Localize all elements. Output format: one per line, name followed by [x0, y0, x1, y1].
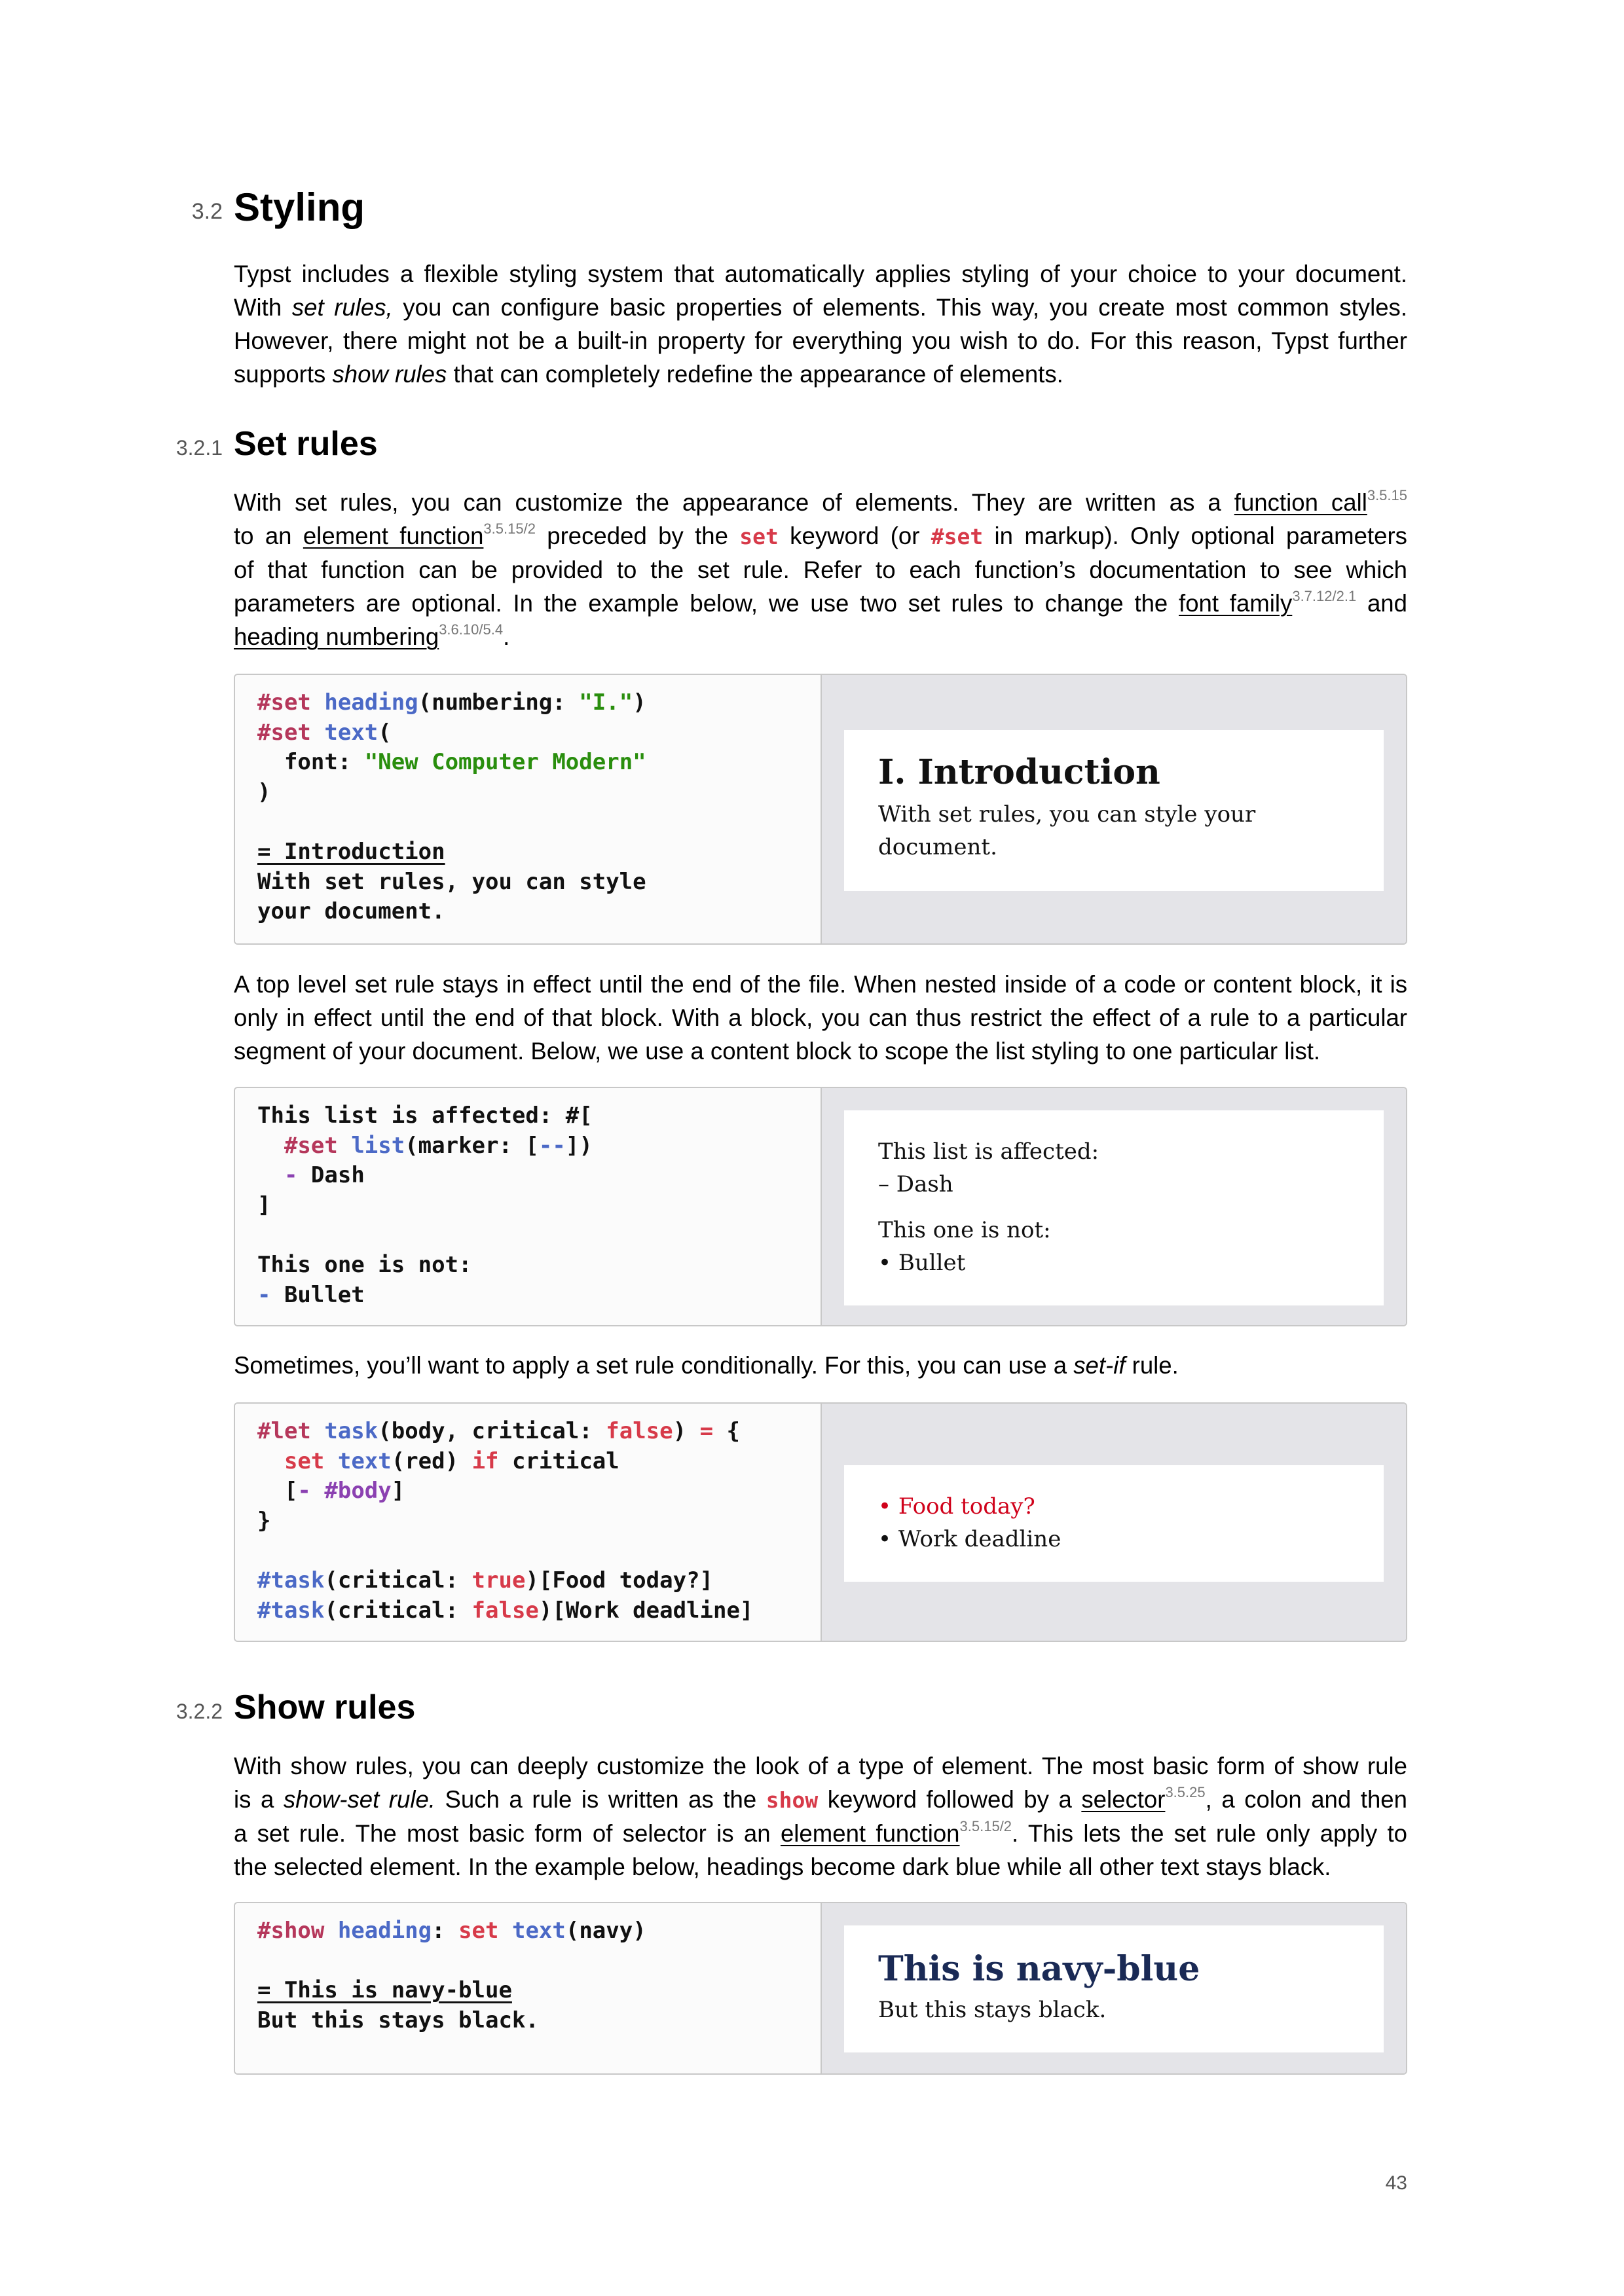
code-line: }	[257, 1507, 271, 1534]
show-rules-paragraph-1	[234, 1749, 1407, 1884]
code-line: font: "New Computer Modern"	[257, 749, 646, 776]
intro-paragraph	[234, 257, 1407, 391]
emphasis: show rules	[332, 361, 447, 388]
preview-line: This one is not:	[878, 1217, 1051, 1243]
section-number: 3.2	[191, 199, 223, 224]
text-line: parameters are optional. In the example below, we use two set rules to change the font family$^{3.7.12/2.1}$ and	[234, 588, 1407, 617]
code-line: #task(critical: true)[Food today?]	[257, 1567, 713, 1594]
preview-page	[844, 730, 1384, 891]
preview-list-item: – Dash	[878, 1171, 953, 1197]
code-line: = Introduction	[257, 838, 445, 865]
subsection-title: Set rules	[234, 425, 378, 463]
code-line: [- #body]	[257, 1478, 405, 1504]
code-line: your document.	[257, 898, 445, 925]
preview-list-item: • Bullet	[878, 1250, 966, 1276]
text-line: segment of your document. Below, we use a content block to scope the list styling to one particular list.	[234, 1038, 1321, 1065]
set-rules-paragraph-3	[234, 1349, 1407, 1382]
preview-line: With set rules, you can style your	[878, 801, 1256, 828]
text-line: With show rules, you can deeply customize the look of a type of element. The most basic form of show rule	[234, 1753, 1407, 1779]
subsection-title: Show rules	[234, 1688, 416, 1726]
text-line: supports show rules that can completely redefine the appearance of elements.	[234, 361, 1063, 388]
text-line: Typst includes a flexible styling system that automatically applies styling of your choice to your document.	[234, 261, 1407, 287]
code-line: - Bullet	[257, 1281, 365, 1308]
emphasis: set rules,	[291, 294, 393, 321]
preview-page	[844, 1110, 1384, 1305]
reference-number: 3.6.10/5.4	[439, 621, 504, 638]
inline-keyword: set	[739, 524, 779, 549]
code-line: #task(critical: false)[Work deadline]	[257, 1597, 754, 1624]
code-line: #set list(marker: [--])	[284, 1132, 593, 1159]
code-line: This list is affected: #[	[257, 1102, 593, 1129]
text-line: Sometimes, you’ll want to apply a set rule conditionally. For this, you can use a set-if rule.	[234, 1352, 1179, 1379]
preview-page	[844, 1465, 1384, 1582]
inline-keyword: #set	[931, 524, 984, 549]
text-line: With set rules, you can configure basic properties of elements. This way, you create most common styles.	[234, 294, 1408, 321]
code-line	[257, 807, 821, 837]
code-line: set text(red) if critical	[284, 1448, 619, 1474]
code-line	[257, 1946, 821, 1977]
code-line: )	[257, 778, 271, 805]
text-line: A top level set rule stays in effect until the end of the file. When nested inside of a code or content block, it is	[234, 971, 1407, 998]
text-line: to an element function$^{3.5.15/2}$ preceded by the set keyword (or #set in markup). Only optional parameters	[234, 520, 1407, 549]
reference-number: 3.5.15/2	[959, 1818, 1012, 1834]
inline-keyword: show	[766, 1787, 819, 1813]
preview-line: This list is affected:	[878, 1139, 1099, 1165]
page-number: 43	[1385, 2172, 1407, 2194]
code-line: #show heading: set text(navy)	[257, 1918, 646, 1944]
reference-link[interactable]: function call	[1234, 489, 1367, 516]
reference-link[interactable]: element function	[780, 1820, 960, 1847]
code-block	[235, 1088, 822, 1325]
preview-line: document.	[878, 834, 997, 860]
emphasis: show-set rule.	[283, 1786, 435, 1813]
reference-number: 3.5.15/2	[483, 520, 536, 537]
code-line	[257, 1220, 821, 1250]
example-show-set	[234, 1902, 1407, 2075]
preview-pane	[822, 1903, 1406, 2073]
reference-link[interactable]: selector	[1081, 1786, 1166, 1813]
emphasis: set-if	[1073, 1352, 1126, 1379]
reference-link[interactable]: element function	[303, 522, 484, 549]
code-block	[235, 675, 822, 943]
text-line: is a show-set rule. Such a rule is written as the show keyword followed by a selector$^{3.5.25}$, a colon and then	[234, 1784, 1407, 1813]
subsection-number: 3.2.2	[175, 1700, 223, 1723]
text-line: the selected element. In the example below, headings become dark blue while all other text stays black.	[234, 1853, 1331, 1880]
code-line: ]	[257, 1192, 271, 1218]
preview-heading-navy: This is navy-blue	[878, 1949, 1200, 1989]
reference-link[interactable]: heading numbering	[234, 623, 439, 650]
set-rules-paragraph-2	[234, 968, 1407, 1068]
reference-number: 3.7.12/2.1	[1292, 588, 1357, 604]
section-title: Styling	[234, 185, 365, 229]
set-rules-paragraph-1	[234, 486, 1407, 653]
code-line: #let task(body, critical: false) = {	[257, 1418, 740, 1444]
code-block	[235, 1903, 822, 2073]
example-scoped-list	[234, 1087, 1407, 1326]
code-line: But this stays black.	[257, 2007, 539, 2033]
preview-list-item-critical: • Food today?	[878, 1493, 1035, 1520]
code-line: This one is not:	[257, 1251, 472, 1278]
reference-number: 3.5.25	[1165, 1784, 1206, 1800]
text-line: However, there might not be a built-in property for everything you wish to do. For this reason, Typst further	[234, 327, 1407, 354]
code-line: = This is navy-blue	[257, 1977, 512, 2004]
preview-pane	[822, 675, 1406, 943]
example-set-if	[234, 1402, 1407, 1642]
code-block	[235, 1404, 822, 1641]
text-line: a set rule. The most basic form of selector is an element function$^{3.5.15/2}$. This lets the set rule only apply to	[234, 1818, 1407, 1847]
preview-heading: I. Introduction	[878, 752, 1160, 792]
code-line	[257, 1536, 821, 1566]
reference-link[interactable]: font family	[1179, 590, 1293, 617]
preview-page	[844, 1925, 1384, 2052]
reference-number: 3.5.15	[1367, 487, 1407, 503]
example-set-rules-heading	[234, 674, 1407, 945]
subsection-number: 3.2.1	[175, 436, 223, 460]
preview-pane	[822, 1404, 1406, 1641]
code-line: #set heading(numbering: "I.")	[257, 689, 646, 716]
preview-list-item: • Work deadline	[878, 1526, 1061, 1552]
text-line: of that function can be provided to the set rule. Refer to each function’s documentation to see which	[234, 556, 1407, 583]
code-line: - Dash	[284, 1162, 365, 1189]
code-line: With set rules, you can style	[257, 868, 646, 895]
text-line: With set rules, you can customize the appearance of elements. They are written as a function call$^{3.5.15}$	[234, 487, 1407, 516]
preview-pane	[822, 1088, 1406, 1325]
code-line: #set text(	[257, 719, 392, 746]
text-line: only in effect until the end of that block. With a block, you can thus restrict the effect of a rule to a particular	[234, 1004, 1407, 1031]
text-line: heading numbering$^{3.6.10/5.4}$.	[234, 621, 510, 650]
preview-line: But this stays black.	[878, 1997, 1107, 2023]
